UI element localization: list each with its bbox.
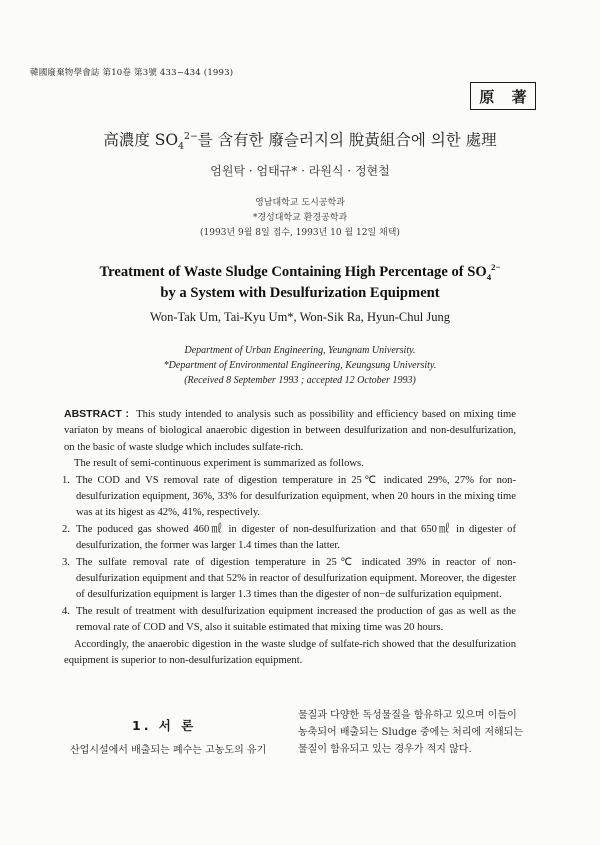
body-right-column — [298, 707, 538, 758]
korean-authors: 엄원탁 · 엄태규* · 라원식 · 정현철 — [210, 164, 390, 178]
body-left-column: 산업시설에서 배출되는 폐수는 고농도의 유기 — [70, 745, 267, 756]
korean-affiliation-2: *경성대학교 환경공학과 — [252, 213, 348, 223]
english-affiliation-1: Department of Urban Engineering, Yeungnam University. — [184, 345, 416, 356]
abstract-intro: ABSTRACT : This study intended to analysis such as possibility and efficiency based on mixing time variaton by means of biological anaerobic digestion in between desulfurization and non-desulfurization, on the basic of waste sludge which includes sulfate-rich. — [64, 408, 516, 453]
list-item: 1. The COD and VS removal rate of digestion temperature in 25℃ indicated 29%, 27% for non-desulfurization equipment, 36%, 33% for desulfurization equipment, when 20 hours in the mixing time was at its higest as 42%, 41%, respectively. — [62, 474, 516, 519]
abstract-results-list — [64, 473, 516, 637]
list-item: 4. The result of treatment with desulfurization equipment increased the production of gas as well as the removal rate of COD and VS, also it suitable estimated that mixing time was 20 hours. — [62, 605, 516, 634]
list-item: 3. The sulfate removal rate of digestion temperature in 25℃ indicated 39% in reactor of non-desulfurization equipment and that 52% in reactor of desulfurization equipment. Moreover, the digester of desulfurization equipment is larger 1.3 times than the digester of non−de sulfurization equipment. — [62, 556, 516, 601]
list-item: 2. The poduced gas showed 460㎖ in digester of non-desulfurization and that 650㎖ in digester of desulfurization, the former was larger 1.4 times than the latter. — [62, 523, 516, 552]
abstract-conclusion: Accordingly, the anaerobic digestion in the waste sludge of sulfate-rich showed that the desulfurization equipment is superior to non-desulfurization equipment. — [64, 638, 516, 667]
body-line: 물질이 함유되고 있는 경우가 적지 않다. — [298, 744, 472, 755]
article-type-badge: 原 著 — [470, 82, 536, 110]
body-line: 물질과 다양한 독성물질을 함유하고 있으며 이들이 — [298, 710, 517, 721]
korean-received-date: (1993년 9월 8일 접수, 1993년 10 월 12일 채택) — [200, 228, 400, 238]
journal-citation: 韓國廢棄物學會誌 第10卷 第3號 433~434 (1993) — [30, 68, 234, 78]
abstract-summary-line: The result of semi-continuous experiment is summarized as follows. — [74, 458, 364, 470]
body-line: 농축되어 배출되는 Sludge 중에는 처리에 저해되는 — [298, 727, 523, 738]
korean-title: 高濃度 $SO_4^{2-}$를 含有한 廢슬러지의 脫黃組合에 의한 處理 — [103, 130, 497, 153]
korean-affiliation-1: 영남대학교 도시공학과 — [255, 198, 345, 208]
english-title: Treatment of Waste Sludge Containing High Percentage of $SO_4^{2-}$ by a System with Desulfurization Equipment — [99, 262, 501, 301]
abstract — [64, 406, 516, 670]
english-received-date: (Received 8 September 1993 ; accepted 12 October 1993) — [184, 375, 416, 386]
section-heading-introduction: 1. 서 론 — [132, 718, 197, 733]
english-authors: Won-Tak Um, Tai-Kyu Um*, Won-Sik Ra, Hyun-Chul Jung — [150, 310, 450, 324]
english-affiliations — [0, 343, 600, 388]
english-affiliation-2: *Department of Environmental Engineering, Keungsung University. — [163, 360, 437, 371]
abstract-label: ABSTRACT : — [64, 408, 130, 420]
